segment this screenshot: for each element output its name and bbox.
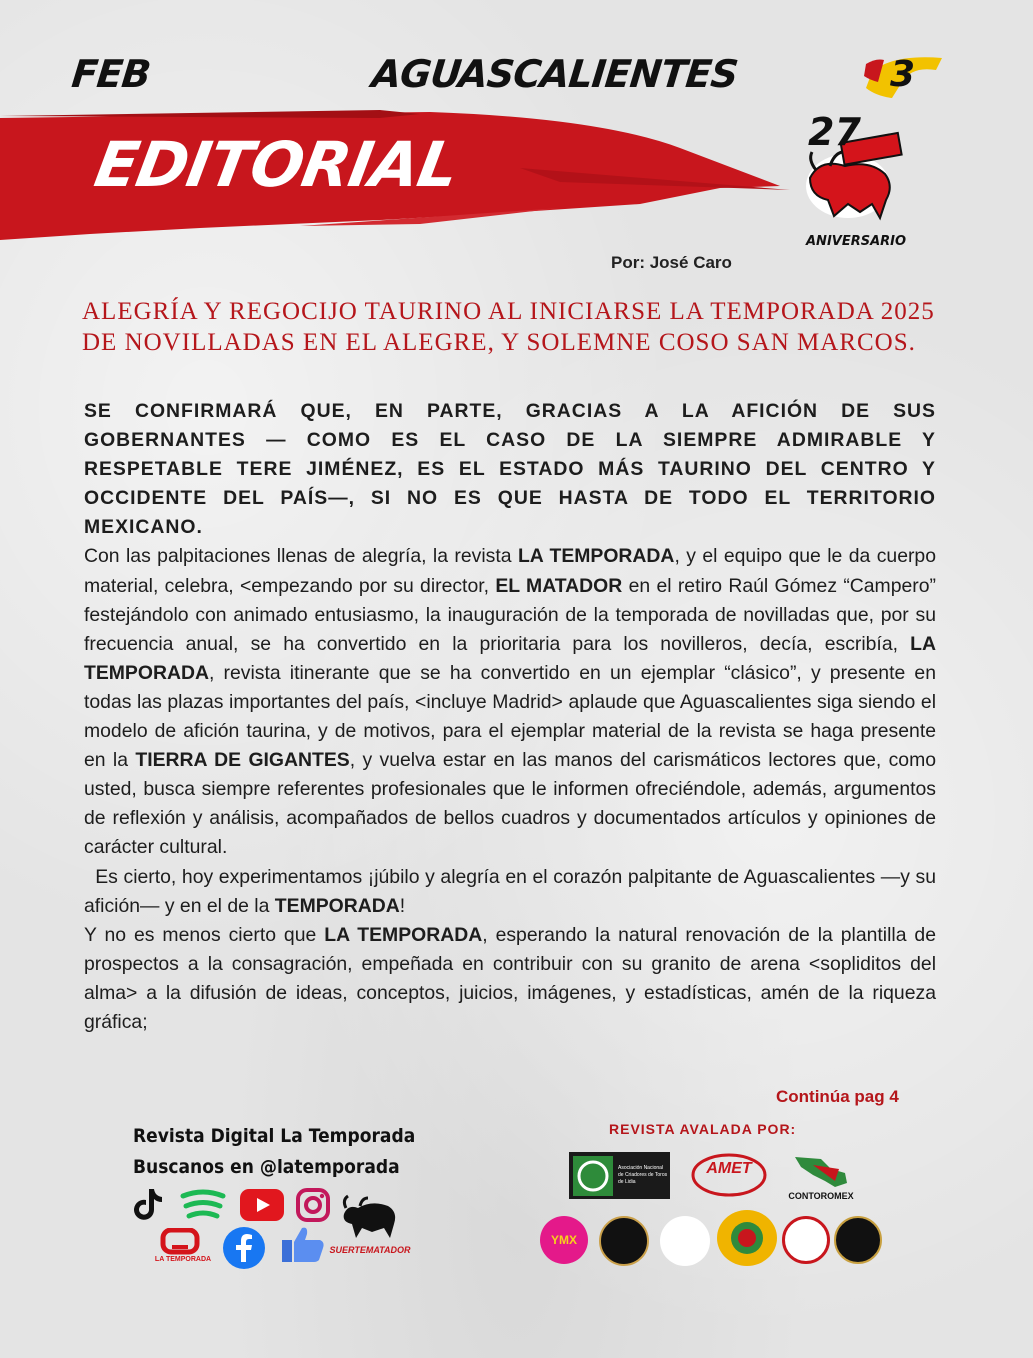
endorsement-heading: REVISTA AVALADA POR: bbox=[609, 1121, 797, 1137]
article-paragraph: Con las palpitaciones llenas de alegría, la revista LA TEMPORADA, y el equipo que le da cuerpo material, celebra, <empezando por su director, EL MATADOR en el retiro Raúl Gómez “Campero” festejándolo con animado entusiasmo, la inauguración de la temporada de novilladas que, por su frecuencia anual, se ha convertido en la prioritaria para los novilleros, decía, escribía, LA TEMPORADA, revista itinerante que se ha convertido en un ejemplar “clásico”, y presente en todas las plazas importantes del país, <incluye Madrid> aplaude que Aguascalientes siga siendo el modelo de afición taurina, y de motivos, para el ejemplar material de la revista se haga presente en la TIERRA DE GIGANTES, y vuelva estar en las manos del carismáticos lectores que, como usted, busca siempre referentes profesionales que le informen ofreciéndole, además, argumentos de reflexión y análisis, acompañados de bellos cuadros y documentados artículos y opiniones de carácter cultural. bbox=[84, 545, 937, 859]
amet-logo bbox=[690, 1152, 768, 1198]
instagram-icon[interactable] bbox=[296, 1188, 330, 1222]
endorser-logo-5 bbox=[782, 1216, 830, 1264]
latemporada-tv-label: LA TEMPORADA bbox=[154, 1255, 212, 1263]
anc-emblem-icon bbox=[572, 1155, 614, 1197]
anc-label: Asociación Nacional de Criadores de Toros de Lidia bbox=[618, 1165, 668, 1185]
page-number: 3 bbox=[890, 54, 916, 95]
anniversary-label: ANIVERSARIO bbox=[806, 234, 907, 249]
contoromex-label: CONTOROMEX bbox=[788, 1191, 854, 1201]
endorser-logo-4 bbox=[717, 1210, 777, 1266]
section-title: EDITORIAL bbox=[89, 128, 464, 201]
suertematador-label: SUERTEMATADOR bbox=[329, 1245, 411, 1255]
anniversary-badge bbox=[790, 108, 910, 258]
tiktok-icon[interactable] bbox=[132, 1186, 164, 1222]
article-body bbox=[84, 397, 953, 1037]
issue-city: AGUASCALIENTES bbox=[369, 52, 740, 96]
anc-logo bbox=[569, 1152, 670, 1199]
bull-logo-icon bbox=[338, 1190, 400, 1244]
mexico-map-icon bbox=[791, 1151, 851, 1191]
issue-month: FEB bbox=[69, 52, 153, 96]
ymx-label: YMX bbox=[550, 1233, 577, 1247]
crescent-icon bbox=[662, 1218, 708, 1264]
facebook-icon[interactable] bbox=[222, 1226, 266, 1270]
like-thumb-icon[interactable] bbox=[280, 1224, 326, 1264]
crest-icon bbox=[727, 1218, 767, 1258]
article-lead: SE CONFIRMARÁ QUE, EN PARTE, GRACIAS A LA AFICIÓN DE SUS GOBERNANTES — COMO ES EL CASO DE LA SIEMPRE ADMIRABLE Y RESPETABLE TERE JIMÉNEZ, ES EL ESTADO MÁS TAURINO DEL CENTRO Y OCCIDENTE DEL PAÍS—, SI NO ES QUE HASTA DE TODO EL TERRITORIO MEXICANO. bbox=[84, 400, 936, 539]
youtube-icon[interactable] bbox=[240, 1189, 284, 1221]
amet-label: AMET bbox=[706, 1160, 752, 1177]
article-paragraph: Y no es menos cierto que LA TEMPORADA, esperando la natural renovación de la plantilla de prospectos a la consagración, empeñada en contribuir con su granito de arena <sopliditos del alma> a la difusión de ideas, conceptos, juicios, imágenes, y estadísticas, amén de la riqueza gráfica; bbox=[84, 923, 953, 1033]
ymx-logo bbox=[540, 1216, 588, 1264]
page-number-badge bbox=[862, 52, 944, 102]
continued-link[interactable]: Continúa pag 4 bbox=[776, 1087, 899, 1106]
endorser-logo-2 bbox=[599, 1216, 649, 1266]
endorser-logo-6 bbox=[834, 1216, 882, 1264]
article-paragraph: Es cierto, hoy experimentamos ¡júbilo y alegría en el corazón palpitante de Aguascalientes —y su afición— y en el de la TEMPORADA! bbox=[84, 865, 942, 917]
promo-block bbox=[133, 1121, 415, 1183]
endorser-logo-3 bbox=[660, 1216, 710, 1266]
spotify-icon[interactable] bbox=[180, 1188, 226, 1222]
promo-title: Revista Digital La Temporada bbox=[133, 1125, 416, 1147]
headline: ALEGRÍA Y REGOCIJO TAURINO AL INICIARSE LA TEMPORADA 2025 DE NOVILLADAS EN EL ALEGRE, Y SOLEMNE COSO SAN MARCOS. bbox=[82, 298, 935, 356]
latemporada-tv-icon[interactable] bbox=[160, 1228, 200, 1256]
anniversary-number: 27 bbox=[808, 110, 861, 154]
byline: Por: José Caro bbox=[611, 253, 732, 272]
contoromex-logo bbox=[786, 1146, 856, 1206]
promo-handle: Buscanos en @latemporada bbox=[133, 1156, 400, 1178]
